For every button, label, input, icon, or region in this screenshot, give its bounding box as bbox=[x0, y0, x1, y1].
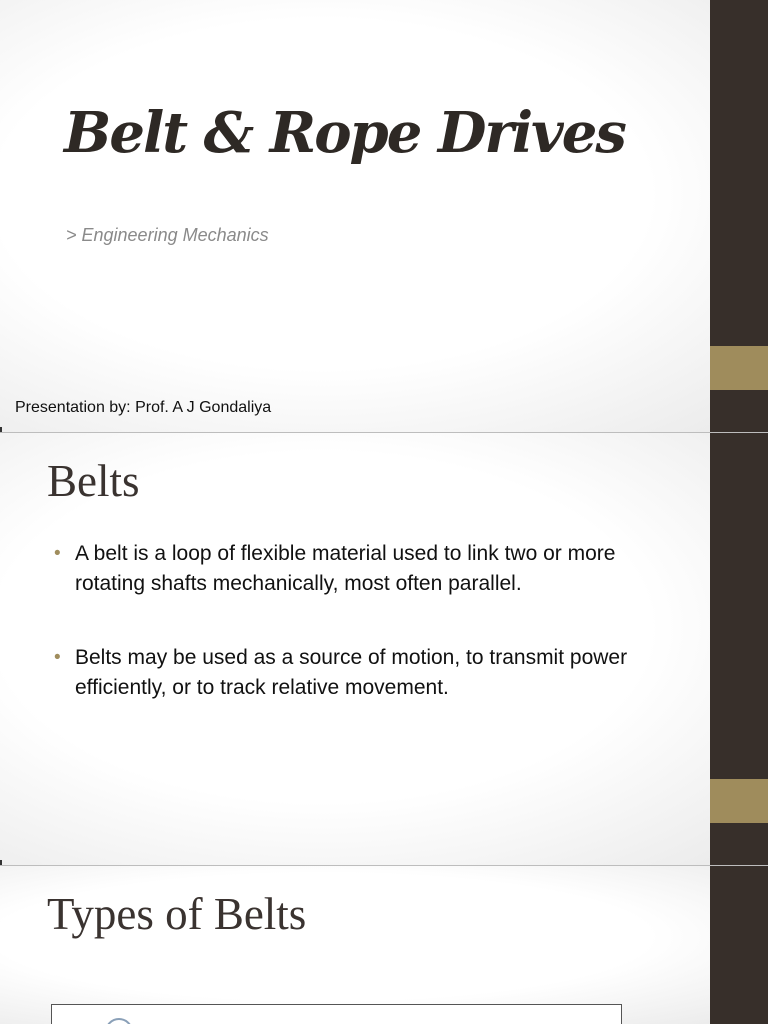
bullet-icon: • bbox=[54, 647, 61, 668]
presenter-credit: Presentation by: Prof. A J Gondaliya bbox=[15, 399, 272, 416]
pulley-illustration bbox=[105, 1018, 133, 1024]
bullet-item bbox=[54, 643, 665, 703]
bullet-item bbox=[54, 539, 665, 599]
presentation-subtitle: > Engineering Mechanics bbox=[66, 225, 269, 245]
slide-title bbox=[0, 0, 768, 432]
slide-sidebar-accent bbox=[710, 346, 768, 390]
slide-types-of-belts bbox=[0, 866, 768, 1024]
bullet-text: A belt is a loop of flexible material used to link two or more rotating shafts mechanically, most often parallel. bbox=[75, 542, 616, 595]
presentation-title: Belt & Rope Drives bbox=[64, 100, 625, 166]
slide-heading: Belts bbox=[47, 456, 140, 506]
slide-sidebar-accent bbox=[710, 779, 768, 823]
slide-heading: Types of Belts bbox=[47, 889, 307, 939]
bullet-icon: • bbox=[54, 543, 61, 564]
belt-types-image bbox=[51, 1004, 622, 1024]
bullet-list bbox=[54, 539, 665, 703]
slide-sidebar bbox=[710, 866, 768, 1024]
bullet-text: Belts may be used as a source of motion, to transmit power efficiently, or to track relative movement. bbox=[75, 646, 628, 699]
slide-belts bbox=[0, 433, 768, 865]
